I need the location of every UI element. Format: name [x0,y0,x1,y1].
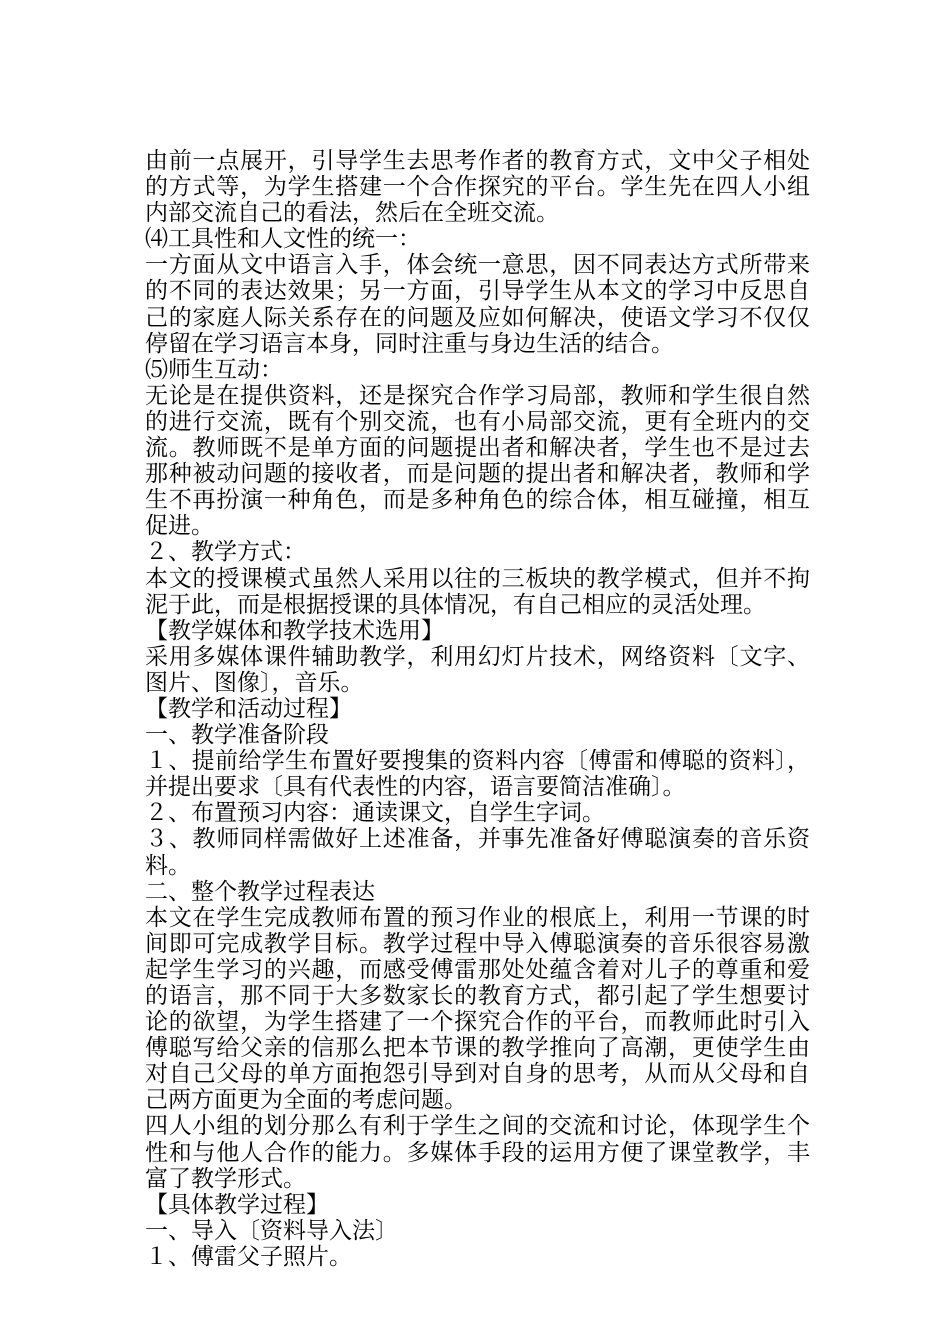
paragraph-tool-humanity: 一方面从文中语言入手，体会统一意思，因不同表达方式所带来的不同的表达效果；另一方面，引导学生从本文的学习中反思自己的家庭人际关系存在的问题及应如何解决，使语文学习不仅仅停留在学习语言本身，同时注重与身边生活的结合。 [145,252,810,357]
paragraph-discussion-intro: 由前一点展开，引导学生去思考作者的教育方式，文中父子相处的方式等，为学生搭建一个合作探究的平台。学生先在四人小组内部交流自己的看法，然后在全班交流。 [145,148,810,227]
list-item-preparation-2: ２、布置预习内容：通读课文，自学生字词。 [145,800,605,827]
paragraph-group-division: 四人小组的划分那么有利于学生之间的交流和讨论，体现学生个性和与他人合作的能力。多媒体手段的运用方便了课堂教学，丰富了教学形式。 [145,1113,810,1192]
heading-media-technology: 【教学媒体和教学技术选用】 [145,617,444,644]
heading-introduction: 一、导入〔资料导入法〕 [145,1217,398,1244]
paragraph-whole-process: 本文在学生完成教师布置的预习作业的根底上，利用一节课的时间即可完成教学目标。教学过程中导入傅聪演奏的音乐很容易激起学生学习的兴趣，而感受傅雷那处处蕴含着对儿子的尊重和爱的语言，那不同于大多数家长的教育方式，都引起了学生想要讨论的欲望，为学生搭建了一个探究合作的平台，而教师此时引入傅聪写给父亲的信那么把本节课的教学推向了高潮，更使学生由对自己父母的单方面抱怨引导到对自身的思考，从而从父母和自己两方面更为全面的考虑问题。 [145,904,810,1114]
document-body [145,148,810,1270]
heading-teaching-method: ２、教学方式： [145,539,306,566]
list-item-introduction-1: １、傅雷父子照片。 [145,1243,352,1270]
heading-whole-process: 二、整个教学过程表达 [145,878,375,905]
heading-tool-humanity: ⑷工具性和人文性的统一： [145,226,421,253]
heading-preparation-stage: 一、教学准备阶段 [145,722,329,749]
heading-teacher-student-interaction: ⑸师生互动： [145,356,283,383]
list-item-preparation-3: ３、教师同样需做好上述准备，并事先准备好傅聪演奏的音乐资料。 [145,826,810,879]
paragraph-teaching-method: 本文的授课模式虽然人采用以往的三板块的教学模式，但并不拘泥于此，而是根据授课的具体情况，有自己相应的灵活处理。 [145,565,810,618]
heading-teaching-activity-process: 【教学和活动过程】 [145,695,352,722]
paragraph-media-technology: 采用多媒体课件辅助教学，利用幻灯片技术，网络资料〔文字、图片、图像〕，音乐。 [145,643,810,696]
list-item-preparation-1: １、提前给学生布置好要搜集的资料内容〔傅雷和傅聪的资料〕，并提出要求〔具有代表性的内容，语言要简洁准确〕。 [145,748,810,801]
heading-specific-process: 【具体教学过程】 [145,1191,329,1218]
paragraph-teacher-student-interaction: 无论是在提供资料，还是探究合作学习局部，教师和学生很自然的进行交流，既有个别交流，也有小局部交流，更有全班内的交流。教师既不是单方面的问题提出者和解决者，学生也不是过去那种被动问题的接收者，而是问题的提出者和解决者，教师和学生不再扮演一种角色，而是多种角色的综合体，相互碰撞，相互促进。 [145,382,810,540]
